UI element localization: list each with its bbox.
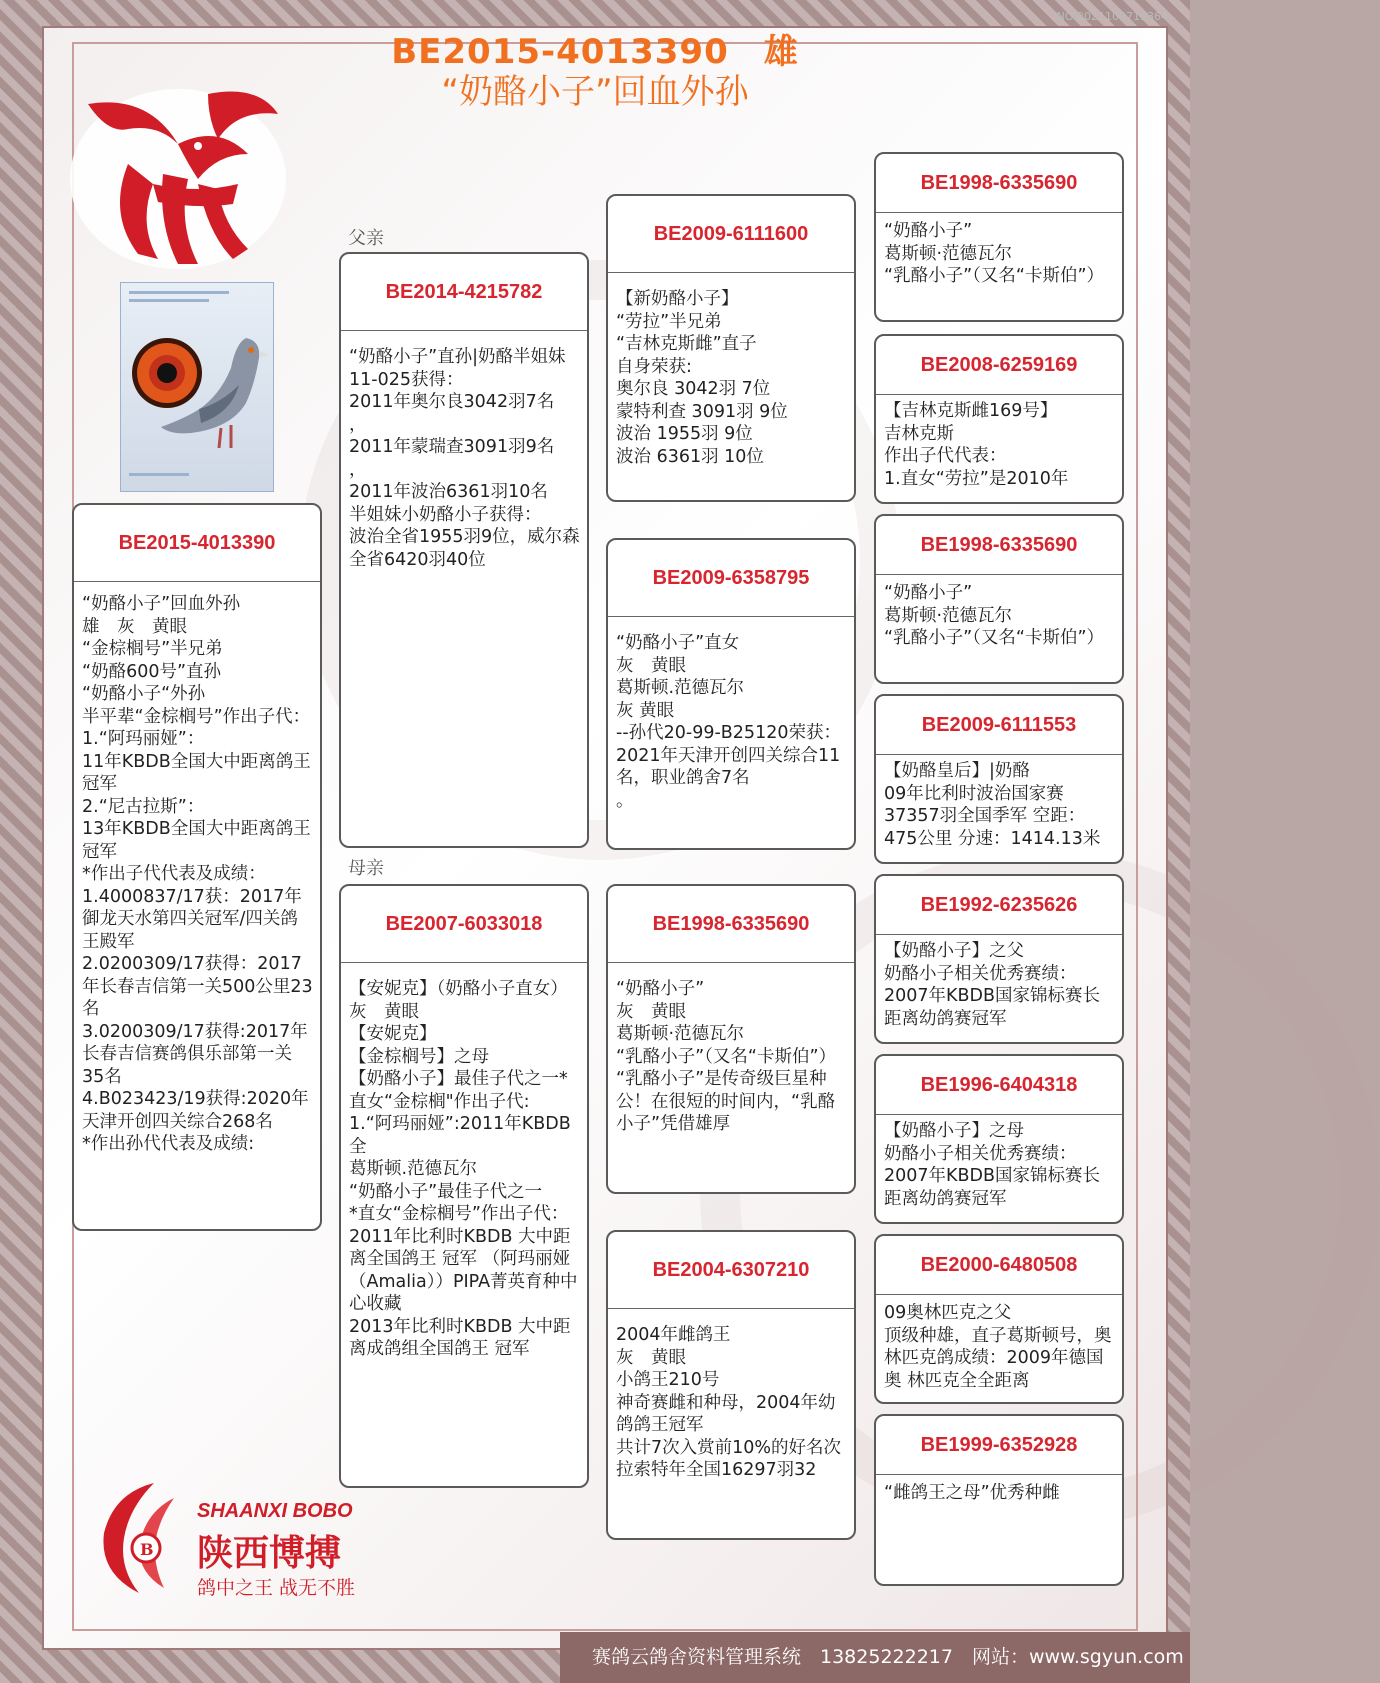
brand-chinese-name: 陕西博搏 [197, 1533, 342, 1574]
great-grandparent-card[interactable] [874, 152, 1124, 322]
father-card[interactable] [339, 252, 589, 848]
svg-text:B: B [140, 1540, 154, 1559]
brand-english-name: SHAANXI BOBO [197, 1500, 353, 1522]
ring-number: BE2009-6111553 [921, 713, 1077, 736]
ring-number: BE2004-6307210 [652, 1258, 810, 1281]
brand-slogan: 鸽中之王 战无不胜 [197, 1577, 356, 1599]
card-text: “雌鸽王之母”优秀种雌 [884, 1483, 1060, 1503]
father-label: 父亲 [348, 228, 384, 249]
great-grandparent-card[interactable] [874, 874, 1124, 1044]
card-text: “奶酪小子”直孙|奶酪半姐妹11-025获得： 2011年奥尔良3042羽7名 ， 2011年蒙瑞查3091羽9名 ， 2011年波治6361羽10名 半姐妹小奶酪小子获得： 波治全省1955羽9位，威尔森全省6420羽40位 [349, 347, 580, 570]
card-text: 【奶酪小子】之父 奶酪小子相关优秀赛绩： 2007年KBDB国家锦标赛长距离幼鸽赛冠军 [884, 941, 1100, 1029]
ring-number: BE2000-6480508 [920, 1253, 1078, 1276]
ring-number: BE2015-4013390 [118, 531, 276, 554]
card-text: “奶酪小子” 灰 黄眼 葛斯顿·范德瓦尔 “乳酪小子”（又名“卡斯伯”） “乳酪小子”是传奇级巨星种公！在很短的时间内，“乳酪小子”凭借雄厚 [616, 979, 837, 1134]
ring-number: BE1996-6404318 [920, 1073, 1078, 1096]
card-text: 【奶酪小子】之母 奶酪小子相关优秀赛绩： 2007年KBDB国家锦标赛长距离幼鸽赛冠军 [884, 1121, 1100, 1209]
card-text: “奶酪小子”直女 灰 黄眼 葛斯顿.范德瓦尔 灰 黄眼 --孙代20-99-B25120荣获：2021年天津开创四关综合11名，职业鸽舍7名 。 [616, 633, 841, 811]
ring-number: BE1992-6235626 [920, 893, 1078, 916]
ring-number: BE1998-6335690 [920, 533, 1078, 556]
page-title: BE2015-4013390 雄 [391, 32, 799, 72]
maternal-grandfather-card[interactable] [606, 884, 856, 1194]
great-grandparent-card[interactable] [874, 514, 1124, 684]
page-subtitle: “奶酪小子”回血外孙 [441, 72, 749, 112]
document-number: NO:2021100719364 [1056, 10, 1168, 23]
brand-phoenix-icon [84, 1478, 194, 1598]
card-text: 2004年雌鸽王 灰 黄眼 小鸽王210号 神奇赛雌和种母，2004年幼鸽鸽王冠军 共计7次入赏前10%的好名次 拉索特年全国16297羽32 [616, 1325, 842, 1480]
pigeon-photo [120, 282, 274, 492]
phoenix-logo-icon [68, 84, 288, 274]
pigeon-icon [151, 323, 271, 453]
great-grandparent-card[interactable] [874, 1414, 1124, 1586]
card-text: 09奥林匹克之父 顶级种雄，直子葛斯顿号，奥 林匹克鸽成绩：2009年德国奥 林匹克全全距离 [884, 1303, 1112, 1391]
card-text: 【吉林克斯雌169号】 吉林克斯 作出子代代表： 1.直女“劳拉”是2010年 [884, 401, 1069, 489]
great-grandparent-card[interactable] [874, 334, 1124, 504]
maternal-grandmother-card[interactable] [606, 1230, 856, 1540]
card-text: 【奶酪皇后】|奶酪 09年比利时波治国家赛37357羽全国季军 空距：475公里 分速：1414.13米 [884, 761, 1101, 849]
card-text: “奶酪小子”回血外孙 雄 灰 黄眼 “金棕榈号”半兄弟 “奶酪600号”直孙 “奶酪小子“外孙 半平辈“金棕榈号”作出子代： 1.“阿玛丽娅”： 11年KBDB全国大中距离鸽王冠军 2.“尼古拉斯”： 13年KBDB全国大中距离鸽王冠军 *作出子代代表及成绩： 1.4000837/17获：2017年御龙天水第四关冠军/四关鸽王殿军 2.0200309/17获得：2017年长春吉信第一关500公里23名 3.0200309/17获得:2017年长春吉信赛鸽俱乐部第一关35名 4.B023423/19获得:2020年天津开创四关综合268名 *作出孙代代表及成绩: [82, 594, 313, 1154]
mother-card[interactable] [339, 884, 589, 1488]
subject-card[interactable] [72, 503, 322, 1231]
great-grandparent-card[interactable] [874, 694, 1124, 864]
ring-number: BE2007-6033018 [385, 912, 543, 935]
paternal-grandfather-card[interactable] [606, 194, 856, 502]
ring-number: BE2014-4215782 [385, 280, 543, 303]
ring-number: BE1998-6335690 [920, 171, 1078, 194]
ring-number: BE1998-6335690 [652, 912, 810, 935]
ring-number: BE2008-6259169 [920, 353, 1078, 376]
footer-text: 赛鸽云鸽舍资料管理系统 13825222217 网站：www.sgyun.com [592, 1646, 1184, 1668]
ring-number: BE2009-6358795 [652, 566, 810, 589]
ring-number: BE1999-6352928 [920, 1433, 1078, 1456]
great-grandparent-card[interactable] [874, 1234, 1124, 1404]
card-text: 【新奶酪小子】 “劳拉”半兄弟 “吉林克斯雌”直子 自身荣获: 奥尔良 3042羽 7位 蒙特利查 3091羽 9位 波治 1955羽 9位 波治 6361羽 10位 [616, 289, 788, 467]
card-text: “奶酪小子” 葛斯顿·范德瓦尔 “乳酪小子”（又名“卡斯伯”） [884, 221, 1105, 286]
card-text: 【安妮克】（奶酪小子直女） 灰 黄眼 【安妮克】 【金棕榈号】之母 【奶酪小子】最佳子代之一*直女“金棕榈"作出子代: 1.“阿玛丽娅”:2011年KBDB全 葛斯顿.范德瓦尔 “奶酪小子”最佳子代之一 *直女“金棕榈号”作出子代： 2011年比利时KBDB 大中距离全国鸽王 冠军 （阿玛丽娅 （Amalia））PIPA菁英育种中心收藏 2013年比利时KBDB 大中距离成鸽组全国鸽王 冠军 [349, 979, 578, 1359]
card-text: “奶酪小子” 葛斯顿·范德瓦尔 “乳酪小子”（又名“卡斯伯”） [884, 583, 1105, 648]
ring-number: BE2009-6111600 [653, 222, 809, 245]
mother-label: 母亲 [348, 858, 384, 879]
great-grandparent-card[interactable] [874, 1054, 1124, 1224]
paternal-grandmother-card[interactable] [606, 538, 856, 850]
